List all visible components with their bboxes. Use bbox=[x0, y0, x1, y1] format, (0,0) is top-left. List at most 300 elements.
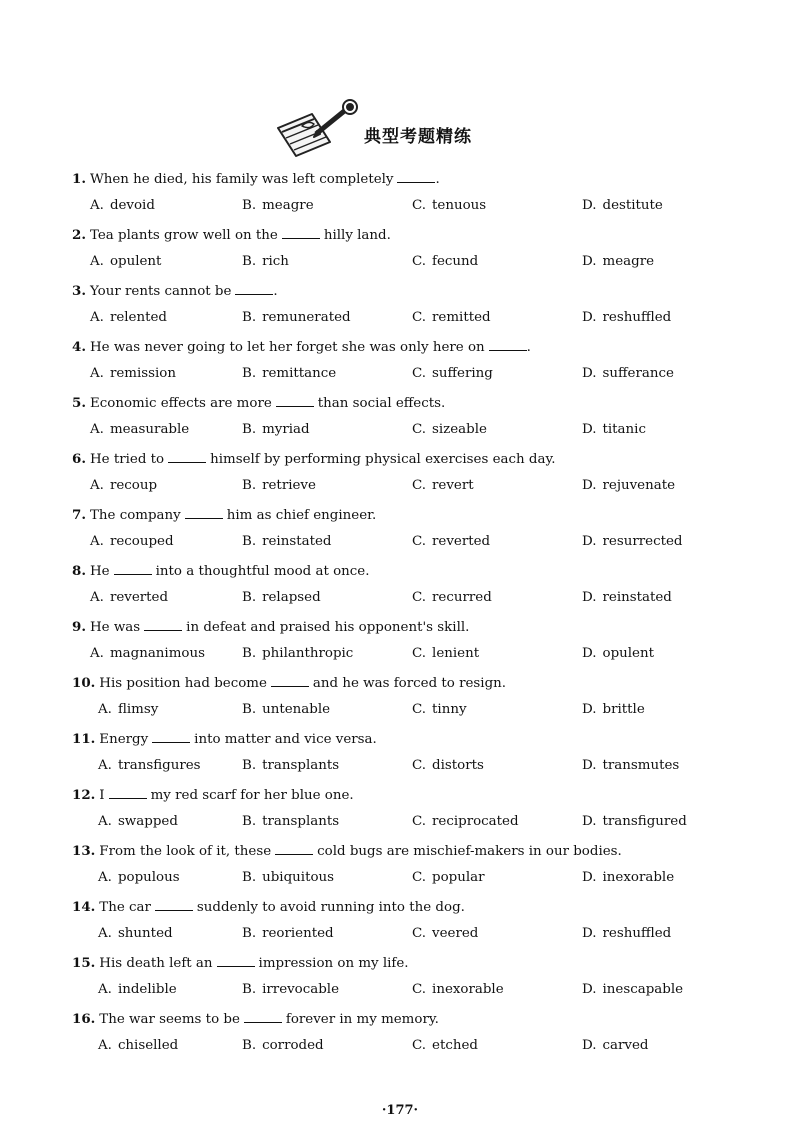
option-letter: C. bbox=[412, 926, 427, 941]
option-a bbox=[98, 923, 173, 945]
option-c bbox=[412, 307, 491, 329]
option-letter: A. bbox=[90, 590, 104, 605]
question-item bbox=[0, 784, 800, 840]
option-a bbox=[98, 811, 178, 833]
question-text-before-blank: Energy bbox=[99, 732, 149, 747]
question-text-before-blank: Tea plants grow well on the bbox=[89, 228, 278, 243]
option-a bbox=[98, 979, 177, 1001]
options-row bbox=[0, 251, 800, 273]
option-letter: D. bbox=[582, 366, 597, 381]
question-number: 14. bbox=[72, 899, 96, 915]
option-letter: B. bbox=[242, 366, 257, 381]
question-stem bbox=[72, 896, 465, 919]
option-c bbox=[412, 587, 492, 609]
option-letter: B. bbox=[242, 758, 257, 773]
question-item bbox=[0, 560, 800, 616]
option-text: philanthropic bbox=[262, 646, 354, 661]
question-text-after-blank: and he was forced to resign. bbox=[312, 676, 507, 691]
notebook-pen-icon bbox=[272, 98, 362, 162]
option-a bbox=[98, 1035, 178, 1057]
options-row bbox=[0, 531, 800, 553]
option-c bbox=[412, 1035, 478, 1057]
option-a bbox=[90, 419, 189, 441]
option-text: swapped bbox=[117, 814, 178, 829]
question-text-before-blank: From the look of it, these bbox=[99, 844, 272, 859]
option-b bbox=[242, 307, 351, 329]
question-text-after-blank: forever in my memory. bbox=[285, 1012, 439, 1027]
option-text: reverted bbox=[109, 590, 169, 605]
question-number: 15. bbox=[72, 955, 96, 971]
options-row bbox=[0, 923, 800, 945]
question-text-after-blank: hilly land. bbox=[323, 228, 391, 243]
option-text: opulent bbox=[602, 646, 654, 661]
question-number: 13. bbox=[72, 843, 96, 859]
option-text: rich bbox=[262, 254, 289, 269]
option-text: ubiquitous bbox=[262, 870, 335, 885]
option-text: populous bbox=[117, 870, 180, 885]
option-d bbox=[582, 531, 682, 553]
option-text: shunted bbox=[117, 926, 173, 941]
option-text: rejuvenate bbox=[602, 478, 676, 493]
option-text: irrevocable bbox=[262, 982, 340, 997]
option-letter: A. bbox=[98, 1038, 112, 1053]
question-stem bbox=[72, 672, 506, 695]
answer-blank bbox=[235, 282, 273, 295]
question-item bbox=[0, 616, 800, 672]
option-letter: D. bbox=[582, 422, 597, 437]
option-text: inexorable bbox=[602, 870, 675, 885]
question-text-before-blank: He was never going to let her forget she was only here on bbox=[89, 340, 485, 355]
option-b bbox=[242, 643, 353, 665]
option-text: revert bbox=[432, 478, 474, 493]
option-letter: D. bbox=[582, 646, 597, 661]
option-text: tinny bbox=[432, 702, 467, 717]
options-row bbox=[0, 867, 800, 889]
question-text-after-blank: into a thoughtful mood at once. bbox=[155, 564, 370, 579]
question-stem bbox=[72, 784, 354, 807]
options-row bbox=[0, 643, 800, 665]
option-d bbox=[582, 475, 675, 497]
answer-blank bbox=[144, 618, 182, 631]
option-text: etched bbox=[432, 1038, 478, 1053]
option-text: devoid bbox=[109, 198, 155, 213]
question-stem bbox=[72, 560, 369, 583]
question-item bbox=[0, 168, 800, 224]
option-b bbox=[242, 419, 310, 441]
option-letter: B. bbox=[242, 982, 257, 997]
option-b bbox=[242, 755, 339, 777]
option-text: corroded bbox=[262, 1038, 324, 1053]
options-row bbox=[0, 419, 800, 441]
option-letter: B. bbox=[242, 590, 257, 605]
option-d bbox=[582, 755, 679, 777]
option-b bbox=[242, 979, 339, 1001]
question-number: 2. bbox=[72, 227, 86, 243]
option-text: meagre bbox=[262, 198, 314, 213]
question-number: 11. bbox=[72, 731, 96, 747]
question-text-before-blank: He tried to bbox=[89, 452, 165, 467]
option-b bbox=[242, 251, 289, 273]
question-text-after-blank: him as chief engineer. bbox=[226, 508, 377, 523]
option-b bbox=[242, 1035, 324, 1057]
question-item bbox=[0, 280, 800, 336]
option-letter: D. bbox=[582, 478, 597, 493]
option-text: myriad bbox=[262, 422, 310, 437]
question-number: 6. bbox=[72, 451, 86, 467]
question-number: 16. bbox=[72, 1011, 96, 1027]
option-letter: D. bbox=[582, 814, 597, 829]
question-stem bbox=[72, 392, 445, 415]
section-title: 典型考题精练 bbox=[364, 127, 472, 147]
option-letter: D. bbox=[582, 254, 597, 269]
option-c bbox=[412, 475, 474, 497]
question-text-after-blank: . bbox=[273, 284, 278, 299]
option-letter: C. bbox=[412, 254, 427, 269]
question-text-before-blank: Economic effects are more bbox=[89, 396, 272, 411]
option-c bbox=[412, 643, 479, 665]
option-letter: B. bbox=[242, 1038, 257, 1053]
option-d bbox=[582, 699, 645, 721]
option-letter: C. bbox=[412, 478, 427, 493]
options-row bbox=[0, 195, 800, 217]
question-number: 12. bbox=[72, 787, 96, 803]
option-text: chiselled bbox=[117, 1038, 179, 1053]
option-d bbox=[582, 251, 654, 273]
question-text-before-blank: The company bbox=[89, 508, 181, 523]
option-letter: A. bbox=[98, 758, 112, 773]
option-c bbox=[412, 699, 467, 721]
question-number: 10. bbox=[72, 675, 96, 691]
option-b bbox=[242, 699, 330, 721]
option-b bbox=[242, 867, 334, 889]
question-item bbox=[0, 392, 800, 448]
section-header bbox=[272, 98, 532, 162]
option-letter: A. bbox=[98, 870, 112, 885]
option-a bbox=[90, 643, 205, 665]
option-text: flimsy bbox=[117, 702, 159, 717]
question-item bbox=[0, 952, 800, 1008]
option-text: destitute bbox=[602, 198, 663, 213]
option-letter: A. bbox=[90, 366, 104, 381]
options-row bbox=[0, 363, 800, 385]
option-text: recurred bbox=[432, 590, 492, 605]
option-text: titanic bbox=[602, 422, 646, 437]
option-letter: A. bbox=[90, 422, 104, 437]
option-text: sufferance bbox=[602, 366, 674, 381]
option-text: fecund bbox=[432, 254, 479, 269]
option-b bbox=[242, 811, 339, 833]
question-item bbox=[0, 672, 800, 728]
option-b bbox=[242, 363, 336, 385]
option-letter: D. bbox=[582, 534, 597, 549]
question-item bbox=[0, 504, 800, 560]
question-text-after-blank: . bbox=[526, 340, 531, 355]
option-c bbox=[412, 419, 487, 441]
option-text: reshuffled bbox=[602, 310, 672, 325]
option-letter: C. bbox=[412, 534, 427, 549]
option-b bbox=[242, 531, 331, 553]
option-text: transplants bbox=[262, 814, 340, 829]
question-stem bbox=[72, 616, 469, 639]
question-text-before-blank: He bbox=[89, 564, 110, 579]
option-letter: A. bbox=[98, 702, 112, 717]
question-number: 9. bbox=[72, 619, 86, 635]
option-letter: A. bbox=[90, 310, 104, 325]
answer-blank bbox=[114, 562, 152, 575]
option-c bbox=[412, 923, 478, 945]
question-text-before-blank: When he died, his family was left completely bbox=[89, 172, 394, 187]
answer-blank bbox=[282, 226, 320, 239]
question-text-before-blank: I bbox=[99, 788, 105, 803]
question-number: 8. bbox=[72, 563, 86, 579]
option-text: reinstated bbox=[602, 590, 672, 605]
option-c bbox=[412, 979, 504, 1001]
option-text: tenuous bbox=[432, 198, 487, 213]
option-letter: A. bbox=[90, 198, 104, 213]
question-number: 4. bbox=[72, 339, 86, 355]
option-letter: C. bbox=[412, 982, 427, 997]
option-a bbox=[90, 363, 176, 385]
option-text: carved bbox=[602, 1038, 649, 1053]
option-letter: A. bbox=[90, 534, 104, 549]
option-letter: B. bbox=[242, 310, 257, 325]
question-stem bbox=[72, 952, 409, 975]
option-text: reciprocated bbox=[432, 814, 519, 829]
option-d bbox=[582, 811, 687, 833]
options-row bbox=[0, 699, 800, 721]
option-text: remittance bbox=[262, 366, 337, 381]
option-d bbox=[582, 587, 672, 609]
option-d bbox=[582, 979, 683, 1001]
answer-blank bbox=[397, 170, 435, 183]
option-letter: A. bbox=[90, 478, 104, 493]
option-text: transfigures bbox=[117, 758, 201, 773]
option-text: reverted bbox=[432, 534, 491, 549]
option-letter: B. bbox=[242, 646, 257, 661]
option-a bbox=[90, 531, 174, 553]
option-d bbox=[582, 307, 671, 329]
option-letter: A. bbox=[98, 926, 112, 941]
question-stem bbox=[72, 504, 376, 527]
option-text: relented bbox=[109, 310, 167, 325]
option-text: magnanimous bbox=[109, 646, 205, 661]
answer-blank bbox=[489, 338, 527, 351]
option-letter: A. bbox=[98, 982, 112, 997]
option-text: brittle bbox=[602, 702, 645, 717]
question-text-before-blank: His position had become bbox=[99, 676, 267, 691]
option-c bbox=[412, 755, 484, 777]
option-d bbox=[582, 1035, 648, 1057]
option-a bbox=[90, 587, 168, 609]
option-text: indelible bbox=[117, 982, 177, 997]
option-letter: C. bbox=[412, 366, 427, 381]
option-text: transfigured bbox=[602, 814, 687, 829]
option-letter: D. bbox=[582, 1038, 597, 1053]
option-letter: C. bbox=[412, 198, 427, 213]
question-number: 5. bbox=[72, 395, 86, 411]
option-letter: B. bbox=[242, 198, 257, 213]
option-letter: B. bbox=[242, 478, 257, 493]
question-text-after-blank: himself by performing physical exercises each day. bbox=[210, 452, 556, 467]
option-d bbox=[582, 419, 646, 441]
question-stem bbox=[72, 168, 440, 191]
answer-blank bbox=[276, 394, 314, 407]
options-row bbox=[0, 1035, 800, 1057]
option-letter: A. bbox=[90, 254, 104, 269]
answer-blank bbox=[185, 506, 223, 519]
question-item bbox=[0, 224, 800, 280]
question-text-before-blank: Your rents cannot be bbox=[89, 284, 232, 299]
question-text-before-blank: The war seems to be bbox=[99, 1012, 240, 1027]
answer-blank bbox=[152, 730, 190, 743]
option-text: resurrected bbox=[602, 534, 683, 549]
answer-blank bbox=[217, 954, 255, 967]
question-text-after-blank: in defeat and praised his opponent's skill. bbox=[186, 620, 470, 635]
option-b bbox=[242, 475, 316, 497]
option-b bbox=[242, 587, 321, 609]
option-letter: D. bbox=[582, 758, 597, 773]
question-text-after-blank: than social effects. bbox=[317, 396, 446, 411]
option-c bbox=[412, 531, 490, 553]
page-number: ·177· bbox=[381, 1103, 419, 1118]
option-a bbox=[98, 699, 158, 721]
option-letter: C. bbox=[412, 310, 427, 325]
question-item bbox=[0, 840, 800, 896]
option-text: distorts bbox=[432, 758, 484, 773]
question-stem bbox=[72, 1008, 439, 1031]
question-text-before-blank: His death left an bbox=[99, 956, 213, 971]
option-text: popular bbox=[432, 870, 485, 885]
option-text: measurable bbox=[109, 422, 190, 437]
option-a bbox=[90, 251, 161, 273]
option-letter: C. bbox=[412, 814, 427, 829]
option-d bbox=[582, 643, 654, 665]
question-number: 1. bbox=[72, 171, 86, 187]
option-text: lenient bbox=[432, 646, 480, 661]
option-letter: D. bbox=[582, 982, 597, 997]
options-row bbox=[0, 587, 800, 609]
option-b bbox=[242, 195, 314, 217]
option-a bbox=[98, 755, 201, 777]
question-number: 7. bbox=[72, 507, 86, 523]
answer-blank bbox=[271, 674, 309, 687]
options-row bbox=[0, 755, 800, 777]
question-item bbox=[0, 728, 800, 784]
question-number: 3. bbox=[72, 283, 86, 299]
options-row bbox=[0, 979, 800, 1001]
option-letter: C. bbox=[412, 758, 427, 773]
option-text: reinstated bbox=[262, 534, 332, 549]
option-d bbox=[582, 923, 671, 945]
question-item bbox=[0, 896, 800, 952]
question-list bbox=[0, 168, 800, 1064]
answer-blank bbox=[155, 898, 193, 911]
option-letter: C. bbox=[412, 590, 427, 605]
option-letter: C. bbox=[412, 1038, 427, 1053]
option-text: opulent bbox=[109, 254, 162, 269]
option-text: inexorable bbox=[432, 982, 504, 997]
option-text: remunerated bbox=[262, 310, 351, 325]
option-letter: B. bbox=[242, 534, 257, 549]
option-d bbox=[582, 195, 663, 217]
option-text: transplants bbox=[262, 758, 340, 773]
option-text: recoup bbox=[109, 478, 158, 493]
option-c bbox=[412, 195, 486, 217]
option-text: sizeable bbox=[432, 422, 487, 437]
option-letter: D. bbox=[582, 198, 597, 213]
answer-blank bbox=[275, 842, 313, 855]
option-c bbox=[412, 363, 493, 385]
option-letter: D. bbox=[582, 870, 597, 885]
option-text: veered bbox=[432, 926, 479, 941]
option-letter: C. bbox=[412, 702, 427, 717]
question-text-after-blank: suddenly to avoid running into the dog. bbox=[196, 900, 465, 915]
option-letter: C. bbox=[412, 646, 427, 661]
options-row bbox=[0, 307, 800, 329]
option-text: remitted bbox=[432, 310, 491, 325]
option-letter: D. bbox=[582, 926, 597, 941]
option-text: meagre bbox=[602, 254, 655, 269]
question-text-after-blank: cold bugs are mischief-makers in our bodies. bbox=[317, 844, 622, 859]
option-letter: D. bbox=[582, 702, 597, 717]
question-item bbox=[0, 1008, 800, 1064]
question-text-before-blank: The car bbox=[99, 900, 151, 915]
option-letter: B. bbox=[242, 926, 257, 941]
options-row bbox=[0, 811, 800, 833]
question-stem bbox=[72, 728, 377, 751]
option-text: transmutes bbox=[602, 758, 680, 773]
option-text: inescapable bbox=[602, 982, 684, 997]
option-text: reoriented bbox=[262, 926, 334, 941]
question-item bbox=[0, 336, 800, 392]
option-letter: C. bbox=[412, 422, 427, 437]
option-letter: B. bbox=[242, 702, 257, 717]
option-letter: A. bbox=[98, 814, 112, 829]
option-a bbox=[90, 475, 157, 497]
option-c bbox=[412, 811, 519, 833]
option-a bbox=[90, 195, 155, 217]
question-stem bbox=[72, 224, 391, 247]
option-text: untenable bbox=[262, 702, 331, 717]
option-letter: A. bbox=[90, 646, 104, 661]
option-c bbox=[412, 867, 485, 889]
answer-blank bbox=[109, 786, 147, 799]
option-letter: D. bbox=[582, 590, 597, 605]
answer-blank bbox=[244, 1010, 282, 1023]
question-text-before-blank: He was bbox=[89, 620, 141, 635]
question-text-after-blank: . bbox=[435, 172, 440, 187]
option-b bbox=[242, 923, 334, 945]
option-text: reshuffled bbox=[602, 926, 672, 941]
option-text: suffering bbox=[432, 366, 493, 381]
option-a bbox=[90, 307, 167, 329]
option-d bbox=[582, 363, 674, 385]
question-item bbox=[0, 448, 800, 504]
question-text-after-blank: into matter and vice versa. bbox=[194, 732, 377, 747]
question-stem bbox=[72, 448, 555, 471]
option-letter: B. bbox=[242, 870, 257, 885]
option-letter: B. bbox=[242, 814, 257, 829]
option-text: relapsed bbox=[262, 590, 321, 605]
question-text-after-blank: impression on my life. bbox=[258, 956, 409, 971]
option-a bbox=[98, 867, 180, 889]
question-stem bbox=[72, 280, 278, 303]
answer-blank bbox=[168, 450, 206, 463]
question-stem bbox=[72, 840, 622, 863]
option-c bbox=[412, 251, 478, 273]
question-text-after-blank: my red scarf for her blue one. bbox=[150, 788, 354, 803]
option-letter: B. bbox=[242, 422, 257, 437]
